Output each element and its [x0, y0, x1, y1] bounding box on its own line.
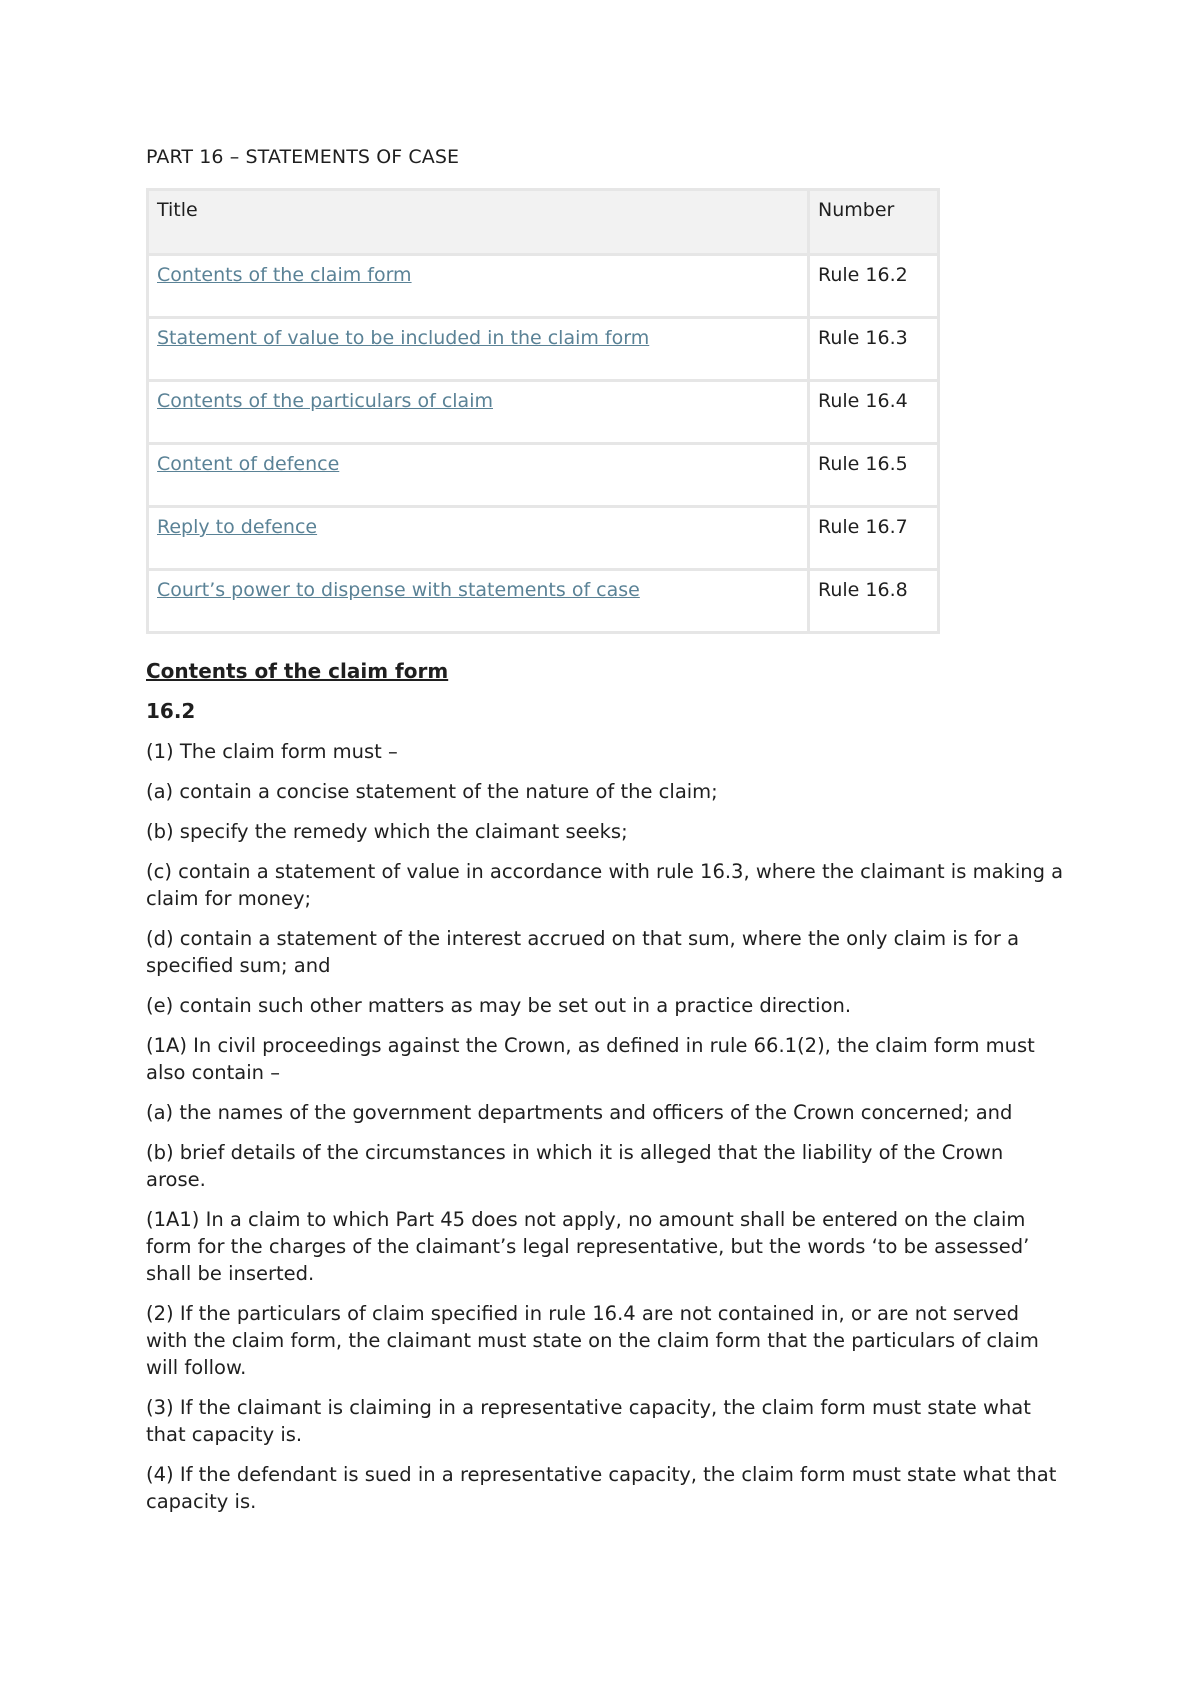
- title-cell: [148, 318, 809, 381]
- paragraph: (a) the names of the government departments and officers of the Crown concerned; and: [146, 1101, 1013, 1124]
- header-title: Title: [148, 190, 809, 255]
- number-cell: Rule 16.2: [809, 255, 939, 318]
- table-row: [148, 318, 939, 381]
- number-cell: Rule 16.7: [809, 507, 939, 570]
- number-cell: Rule 16.3: [809, 318, 939, 381]
- contents-table: [146, 188, 940, 634]
- table-row: [148, 255, 939, 318]
- number-cell: Rule 16.5: [809, 444, 939, 507]
- paragraph: (e) contain such other matters as may be set out in a practice direction.: [146, 994, 852, 1017]
- paragraph: (d) contain a statement of the interest accrued on that sum, where the only claim is for a specified sum; and: [146, 927, 1020, 977]
- table-row: [148, 570, 939, 633]
- rule-link[interactable]: Content of defence: [157, 453, 340, 475]
- number-cell: Rule 16.8: [809, 570, 939, 633]
- rule-number: 16.2: [146, 699, 196, 723]
- header-number: Number: [809, 190, 939, 255]
- paragraph: (b) brief details of the circumstances in which it is alleged that the liability of the Crown arose.: [146, 1141, 1004, 1191]
- paragraph: (1A) In civil proceedings against the Crown, as defined in rule 66.1(2), the claim form must also contain –: [146, 1034, 1035, 1084]
- title-cell: [148, 255, 809, 318]
- paragraph: (2) If the particulars of claim specified in rule 16.4 are not contained in, or are not served with the claim form, the claimant must state on the claim form that the particulars of claim will follow.: [146, 1302, 1039, 1379]
- rule-link[interactable]: Contents of the claim form: [157, 264, 412, 286]
- rule-link[interactable]: Court’s power to dispense with statements of case: [157, 579, 640, 601]
- rule-link[interactable]: Statement of value to be included in the claim form: [157, 327, 650, 349]
- paragraph: (c) contain a statement of value in accordance with rule 16.3, where the claimant is making a claim for money;: [146, 860, 1064, 910]
- rule-link[interactable]: Contents of the particulars of claim: [157, 390, 493, 412]
- table-header-row: [148, 190, 939, 255]
- number-cell: Rule 16.4: [809, 381, 939, 444]
- paragraph: (1) The claim form must –: [146, 740, 398, 763]
- rule-link[interactable]: Reply to defence: [157, 516, 318, 538]
- paragraph: (3) If the claimant is claiming in a representative capacity, the claim form must state what that capacity is.: [146, 1396, 1031, 1446]
- table-row: [148, 444, 939, 507]
- title-cell: [148, 381, 809, 444]
- paragraph: (4) If the defendant is sued in a representative capacity, the claim form must state what that capacity is.: [146, 1463, 1057, 1513]
- title-cell: [148, 444, 809, 507]
- section-heading: Contents of the claim form: [146, 659, 449, 683]
- part-title: PART 16 – STATEMENTS OF CASE: [146, 146, 460, 168]
- title-cell: [148, 507, 809, 570]
- paragraph: (a) contain a concise statement of the nature of the claim;: [146, 780, 718, 803]
- paragraph: (1A1) In a claim to which Part 45 does not apply, no amount shall be entered on the claim form for the charges of the claimant’s legal representative, but the words ‘to be assessed’ shall be inserted.: [146, 1208, 1030, 1285]
- rule-section: [146, 658, 1064, 1515]
- table-row: [148, 381, 939, 444]
- title-cell: [148, 570, 809, 633]
- table-row: [148, 507, 939, 570]
- paragraph: (b) specify the remedy which the claimant seeks;: [146, 820, 628, 843]
